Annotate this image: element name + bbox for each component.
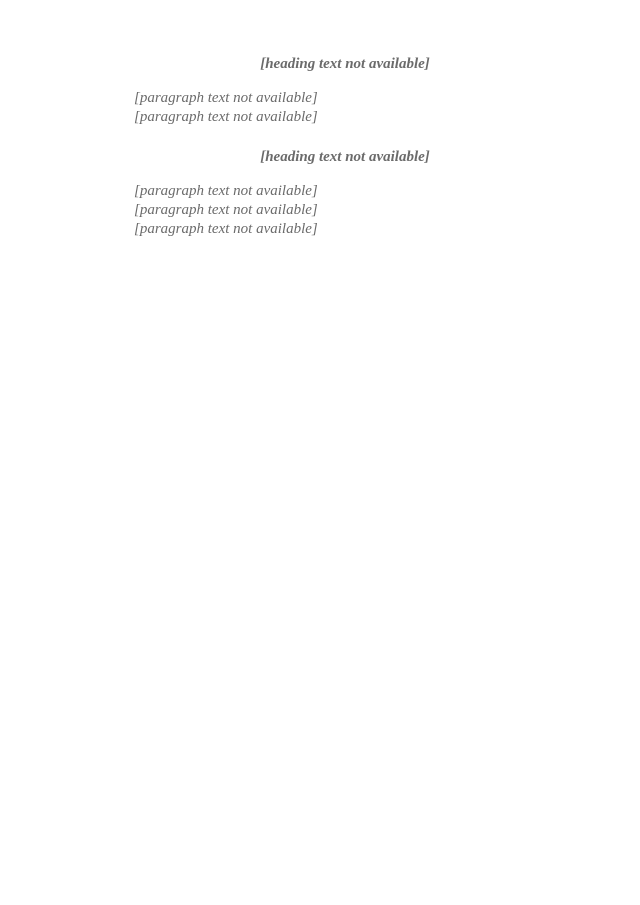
paragraph-bottom-1: [paragraph text not available] — [134, 183, 318, 199]
section-heading-2: [heading text not available] — [260, 149, 430, 165]
paragraph-bottom-3: [paragraph text not available] — [134, 221, 318, 237]
section-heading-1: [heading text not available] — [260, 56, 430, 72]
paragraph-top-1: [paragraph text not available] — [134, 90, 318, 106]
paragraph-bottom-2: [paragraph text not available] — [134, 202, 318, 218]
paragraph-top-2: [paragraph text not available] — [134, 109, 318, 125]
